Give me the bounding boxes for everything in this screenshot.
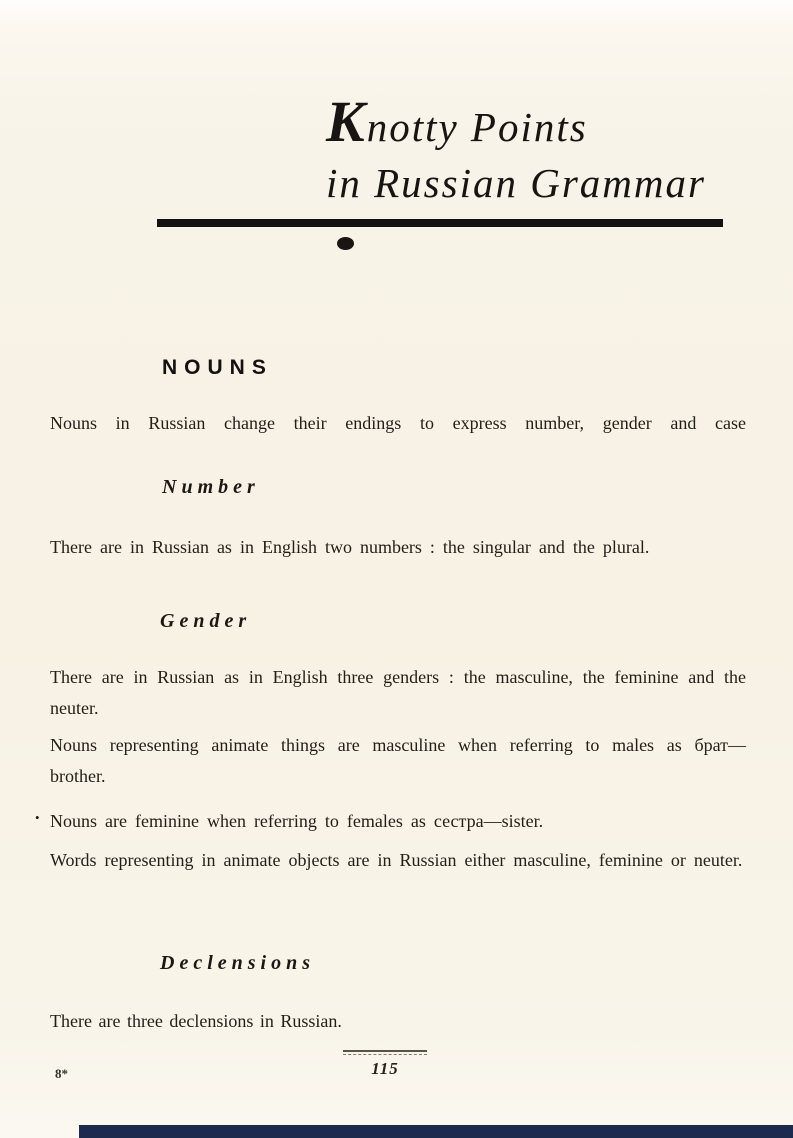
subsection-heading-declensions: Declensions — [160, 952, 315, 974]
divider-dot — [337, 237, 354, 250]
page-number-block — [343, 1050, 427, 1079]
title-line1-rest: notty Points — [366, 104, 588, 150]
title-line-2: in Russian Grammar — [326, 160, 706, 206]
section-heading-nouns: NOUNS — [162, 356, 273, 379]
scan-bottom-edge — [79, 1125, 793, 1138]
paragraph-feminine: Nouns are feminine when referring to females as сестра—sister. — [50, 811, 544, 831]
footer-signature: 8* — [55, 1066, 68, 1081]
paragraph-genders: There are in Russian as in English three genders : the masculine, the feminine and the neuter. — [50, 667, 746, 718]
paragraph-masculine: Nouns representing animate things are masculine when referring to males as брат—brother. — [50, 735, 746, 786]
subsection-heading-number: Number — [162, 476, 260, 498]
bullet-marker: • — [35, 810, 40, 825]
title-divider-rule — [157, 219, 723, 227]
paragraph-numbers: There are in Russian as in English two numbers : the singular and the plural. — [50, 537, 650, 557]
book-title — [326, 89, 706, 211]
intro-paragraph: Nouns in Russian change their endings to express number, gender and case — [50, 413, 746, 433]
page-number-rule — [343, 1050, 427, 1055]
paragraph-neuter: Words representing in animate objects are in Russian either masculine, feminine or neuter. — [50, 850, 743, 870]
title-line-1 — [326, 89, 706, 155]
title-initial: K — [326, 89, 367, 154]
paragraph-declensions: There are three declensions in Russian. — [50, 1011, 342, 1031]
subsection-heading-gender: Gender — [160, 610, 252, 632]
page-number: 115 — [371, 1059, 399, 1078]
